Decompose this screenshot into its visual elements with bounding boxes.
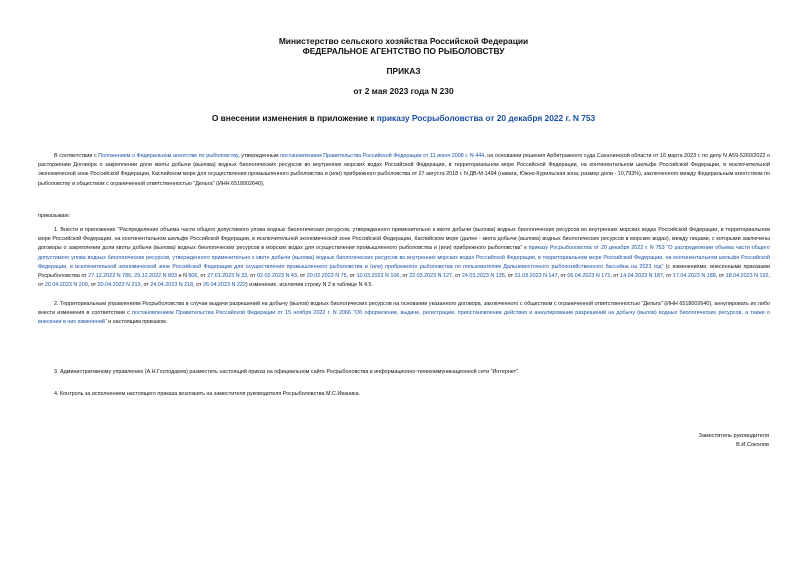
item-2-paragraph [38, 300, 770, 328]
item-3-paragraph: 3. Административному управлению (А.Н.Господарев) разместить настоящий приказ на официальном сайте Росрыболовства в информационно-телекоммуникационной сети "Интернет". [54, 369, 520, 375]
amendment-link[interactable]: 27.01.2023 N 33 [207, 273, 248, 280]
amendment-link[interactable]: 02.02.2023 N 43 [256, 273, 297, 280]
amendment-link[interactable]: 24.03.2023 N 135 [461, 273, 505, 280]
amendment-link[interactable]: 10.03.2023 N 106 [356, 273, 400, 280]
item-1-paragraph: 1. Внести в приложение "Распределение объема части общего допустимого улова водных биологических ресурсов, утвержденного применительно к квоте добычи (вылова) водных биологических ресурсов во внутренних морских водах Российской Федерации, в территориальном море Российской Федерации, на континентальном шельфе Российской Федерации, в исключительной экономической зоне Российской Федерации, Каспийском море (далее - квота добычи (вылова) водных биологических ресурсов в морских водах), между лицами, с которыми заключены договоры о закреплении доли квоты добычи (вылова) водных биологических ресурсов в морских водах для осуществления промышленного рыболовства и (или) прибрежного рыболовства" к приказу Росрыболовства от 20 декабря 2022 г. N 753 "О распределении объема части общего допустимого улова водных биологических ресурсов, утвержденного применительно к квоте добычи (вылова) водных биологических ресурсов во внутренних морских водах Российской Федерации, в территориальном море Российской Федерации, на континентальном шельфе Российской Федерации, в исключительной экономической зоне Российской Федерации для осуществления промышленного рыболовства и (или) прибрежного рыболовства по пользователям Дальневосточного рыбохозяйственного бассейна на 2023 год" (с изменениями, внесенными приказами Росрыболовства от 27.12.2022 N 786, 29.12.2022 N 803 и N 806, от 27.01.2023 N 33, от 02.02.2023 N 43, от 20.02.2023 N 75, от 10.03.2023 N 106, от 22.03.2023 N 127, от 24.03.2023 N 135, от 31.03.2023 N 147, от 06.04.2023 N 172, от 14.04.2023 N 187, от 17.04.2023 N 188, от 18.04.2023 N 192, от 20.04.2023 N 209, от 20.04.2023 N 213, от 24.04.2023 N 218, от 26.04.2023 N 222) изменение, исключив строку N 2 в таблице N 4.5. [38, 227, 770, 289]
signature-block [698, 432, 769, 450]
item-2-text-1: 2. Территориальным управлениям Росрыболовства в случае выдачи разрешений на добычу (вылов) водных биологических ресурсов на основании указанного договора, заключенного с обществом с ограниченной ответственностью "Дельта" (ИНН 6518002640), аннулировать их либо внести изменения в соответствии с [38, 301, 770, 317]
order-753-link[interactable]: приказу Росрыболовства от 20 декабря 2022 г. N 753 "О распределении объема части общего допустимого улова водных биологических ресурсов, утвержденного применительно к квоте добычи (вылова) водных биологических ресурсов во внутренних морских водах Российской Федерации, в территориальном море Российской Федерации, на континентальном шельфе Российской Федерации, в исключительной экономической зоне Российской Федерации для осуществления промышленного рыболовства и (или) прибрежного рыболовства по пользователям Дальневосточного рыбохозяйственного бассейна на 2023 год" [38, 245, 770, 270]
document-title [0, 113, 807, 124]
signatory-position: Заместитель руководителя [698, 433, 769, 439]
amendment-link[interactable]: 17.04.2023 N 188 [672, 273, 716, 280]
regulation-link[interactable]: Положением о Федеральном агентстве по рыболовству [98, 153, 239, 159]
amendment-link[interactable]: 20.04.2023 N 213 [97, 282, 141, 289]
amendment-link[interactable]: 22.03.2023 N 127 [409, 273, 453, 280]
decree-2066-link[interactable]: постановлением Правительства Российской Федерации от 15 ноября 2022 г. N 2066 "Об оформлении, выдаче, регистрации, приостановлении действия и аннулировании разрешений на добычу (вылов) водных биологических ресурсов, а также о внесении в них изменений" [38, 310, 770, 326]
item-1-text-1: 1. Внести в приложение "Распределение объема части общего допустимого улова водных биологических ресурсов, утвержденного применительно к квоте добычи (вылова) водных биологических ресурсов во внутренних морских водах Российской Федерации, в территориальном море Российской Федерации, на континентальном шельфе Российской Федерации, в исключительной экономической зоне Российской Федерации, Каспийском море (далее - квота добычи (вылова) водных биологических ресурсов в морских водах), между лицами, с которыми заключены договоры о закреплении доли квоты добычи (вылова) водных биологических ресурсов в морских водах для осуществления промышленного рыболовства и (или) прибрежного рыболовства" к [38, 227, 770, 252]
government-decree-link[interactable]: постановлением Правительства Российской Федерации от 11 июня 2008 г. N 444 [280, 153, 485, 159]
preamble-text-2: , утвержденным [238, 153, 281, 159]
amendment-link[interactable]: 29.12.2022 N 803 [134, 273, 177, 280]
item-2-text-2: и настоящим приказом. [106, 319, 168, 326]
title-order-link[interactable]: приказу Росрыболовства от 20 декабря 2022 г. N 753 [376, 113, 596, 123]
preamble-text-1: В соответствии с [54, 153, 99, 159]
amendment-link[interactable]: 06.04.2023 N 172 [567, 273, 611, 280]
amendment-link[interactable]: 14.04.2023 N 187 [620, 273, 663, 280]
amendment-link[interactable]: 20.02.2023 N 75 [306, 273, 347, 280]
amendment-link[interactable]: 27.12.2022 N 786 [88, 273, 132, 280]
preamble-paragraph [38, 152, 770, 189]
amendment-link[interactable]: 20.04.2023 N 209 [44, 282, 88, 289]
ministry-heading: Министерство сельского хозяйства Российской Федерации [278, 36, 529, 46]
amendment-link[interactable]: 31.03.2023 N 147 [514, 273, 558, 280]
item-4-paragraph: 4. Контроль за исполнением настоящего приказа возложить на заместителя руководителя Росрыболовства М.С.Иваника. [54, 391, 361, 397]
date-number-heading: от 2 мая 2023 года N 230 [353, 86, 454, 96]
amendment-link[interactable]: 26.04.2023 N 222 [203, 282, 246, 289]
agency-heading: ФЕДЕРАЛЬНОЕ АГЕНТСТВО ПО РЫБОЛОВСТВУ [302, 46, 505, 56]
order-word: приказываю: [38, 213, 71, 219]
doc-type-heading: ПРИКАЗ [386, 66, 421, 76]
amendment-link[interactable]: 24.04.2023 N 218 [150, 282, 194, 289]
item-1-text-3: ) изменение, исключив строку N 2 в таблице N 4.5. [245, 282, 374, 289]
item-1-text-2: (с изменениями, внесенными приказами Росрыболовства от [38, 263, 770, 280]
preamble-text-3: , на основании решения Арбитражного суда Сахалинской области от 16 марта 2023 г. по делу N А59-5260/2022 о расторжении Договора о закреплении доли квоты добычи (вылова) водных биологических ресурсов во внутренних морских водах Российской Федерации, в территориальном море Российской Федерации, на континентальном шельфе Российской Федерации, в исключительной экономической зоне Российской Федерации, Каспийском море для осуществления промышленного рыболовства и (или) прибрежного рыболовства от 27 августа 2018 г. N ДВ-М-1494 (навага, Южно-Курильская зона, размер доли - 10,793%), заключенного между Федеральным агентством по рыболовству и обществом с ограниченной ответственностью "Дельта" (ИНН 6518002640), [38, 153, 770, 187]
title-text: О внесении изменения в приложение к [211, 113, 377, 123]
amendment-link[interactable]: 18.04.2023 N 192 [725, 273, 769, 280]
amendment-link[interactable]: 806 [188, 273, 198, 280]
signatory-name: В.И.Соколов [736, 442, 769, 448]
